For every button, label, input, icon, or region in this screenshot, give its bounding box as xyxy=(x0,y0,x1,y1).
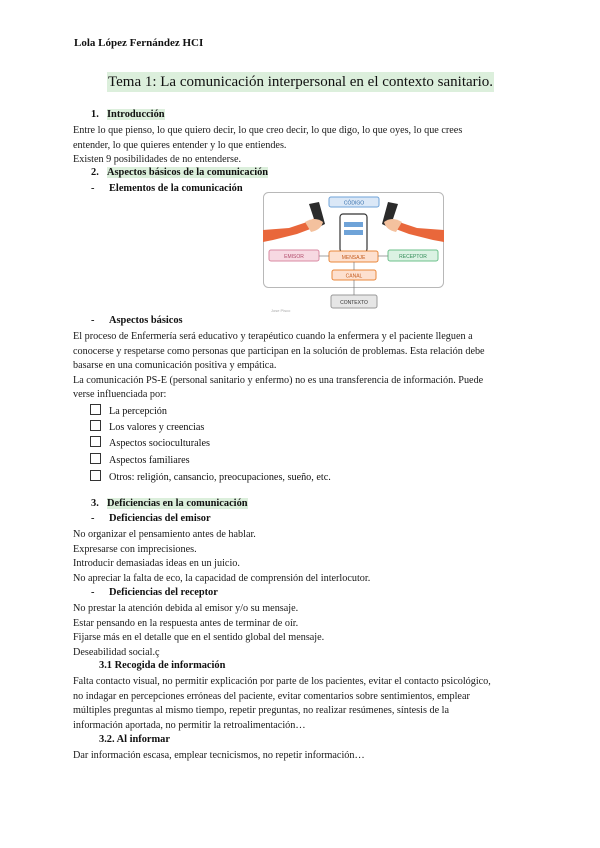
section-2-heading xyxy=(91,167,268,178)
checkbox xyxy=(90,420,101,431)
codigo-label: CÓDIGO xyxy=(343,200,365,207)
text-line: Deseabilidad social.ç xyxy=(73,646,160,658)
checklist-item: Otros: religión, cansancio, preocupaciones, sueño, etc. xyxy=(90,470,331,485)
section-3-heading xyxy=(91,498,248,509)
text-line: basarse en una comunicación positiva y empática. xyxy=(73,360,277,371)
subsection-title: Aspectos básicos xyxy=(109,315,183,326)
section-number: 3. xyxy=(91,498,99,509)
subsection-elements-heading: - Elementos de la comunicación xyxy=(91,183,243,194)
contexto-label: CONTEXTO xyxy=(340,300,368,306)
checkbox xyxy=(90,436,101,447)
text-line: múltiples preguntas al mismo tiempo, repetir preguntas, no realizar resúmenes, síntesis de la xyxy=(73,705,449,716)
text-line: La comunicación PS-E (personal sanitario y enfermo) no es una transferencia de información. Puede xyxy=(73,374,484,386)
text-line: Introducir demasiadas ideas en un juicio. xyxy=(73,558,240,569)
text-line: No organizar el pensamiento antes de hablar. xyxy=(73,529,256,540)
emisor-deficiencies xyxy=(73,528,370,586)
section-title: Deficiencias en la comunicación xyxy=(107,498,248,509)
subsection-title: Deficiencias del receptor xyxy=(109,587,218,598)
checklist-item: La percepción xyxy=(90,404,167,419)
text-line: no indagar en percepciones erróneas del paciente, evitar comentarios sobre sentimientos, emplear xyxy=(73,690,470,702)
text-line: Estar pensando en la respuesta antes de terminar de oír. xyxy=(73,617,299,629)
text-line: No apreciar la falta de eco, la capacidad de comprensión del interlocutor. xyxy=(73,572,371,584)
text-line: Expresarse con imprecisiones. xyxy=(73,543,197,555)
text-line: información aportada, no permitir la retroalimentación… xyxy=(73,719,306,731)
checklist-item: Aspectos socioculturales xyxy=(90,436,210,451)
checkbox xyxy=(90,404,101,415)
emisor-label: EMISOR xyxy=(284,254,304,260)
text-line: conocerse y respetarse como personas que participan en la solución de problemas. Esta relación debe xyxy=(73,345,485,357)
receptor-deficiencies xyxy=(73,602,324,660)
section-1-body xyxy=(73,124,462,168)
section-title: Introducción xyxy=(107,109,165,120)
diagram-watermark: Jose Pisco xyxy=(271,308,291,313)
checklist-item: Los valores y creencias xyxy=(90,420,204,435)
receptor-label: RECEPTOR xyxy=(399,254,427,260)
section-3-2-body xyxy=(73,749,365,764)
subsection-title: Deficiencias del emisor xyxy=(109,513,211,524)
checklist-item: Aspectos familiares xyxy=(90,453,190,468)
section-title: Aspectos básicos de la comunicación xyxy=(107,167,269,178)
text-line: Entre lo que pienso, lo que quiero decir, lo que creo decir, lo que digo, lo que oyes, lo que crees xyxy=(73,125,463,136)
checkbox xyxy=(90,470,101,481)
subsection-emisor-heading: - Deficiencias del emisor xyxy=(91,513,211,524)
text-line: verse influenciada por: xyxy=(73,389,167,400)
author-name: Lola López Fernández HCI xyxy=(74,37,204,49)
text-line: Falta contacto visual, no permitir explicación por parte de los pacientes, evitar el contacto psicológico, xyxy=(73,676,491,687)
subsection-3-2-heading: 3.2. Al informar xyxy=(99,734,170,745)
subsection-basics-heading: - Aspectos básicos xyxy=(91,315,183,326)
canal-label: CANAL xyxy=(345,273,363,280)
text-line: entender, lo que quieres entender y lo que entiendes. xyxy=(73,139,287,151)
text-line: Dar información escasa, emplear tecnicismos, no repetir información… xyxy=(73,750,365,761)
subsection-title: Elementos de la comunicación xyxy=(109,183,243,194)
phone-screen-line xyxy=(344,230,363,235)
checkbox xyxy=(90,453,101,464)
communication-diagram xyxy=(263,192,444,315)
text-line: El proceso de Enfermería será educativo y terapéutico cuando la enfermera y el paciente lleguen a xyxy=(73,331,473,342)
section-1-heading xyxy=(91,109,165,120)
section-number: 1. xyxy=(91,109,99,120)
section-3-1-body xyxy=(73,675,491,733)
subsection-receptor-heading: - Deficiencias del receptor xyxy=(91,587,218,598)
text-line: Fijarse más en el detalle que en el sentido global del mensaje. xyxy=(73,632,325,643)
section-2-body xyxy=(73,330,485,403)
subsection-3-1-heading: 3.1 Recogida de información xyxy=(99,660,226,671)
mensaje-label: MENSAJE xyxy=(341,255,366,261)
section-number: 2. xyxy=(91,167,99,178)
text-line: Existen 9 posibilidades de no entenderse. xyxy=(73,154,242,165)
text-line: No prestar la atención debida al emisor y/o su mensaje. xyxy=(73,603,299,614)
page-title: Tema 1: La comunicación interpersonal en el contexto sanitario. xyxy=(108,74,494,90)
phone-screen-line xyxy=(344,222,363,227)
